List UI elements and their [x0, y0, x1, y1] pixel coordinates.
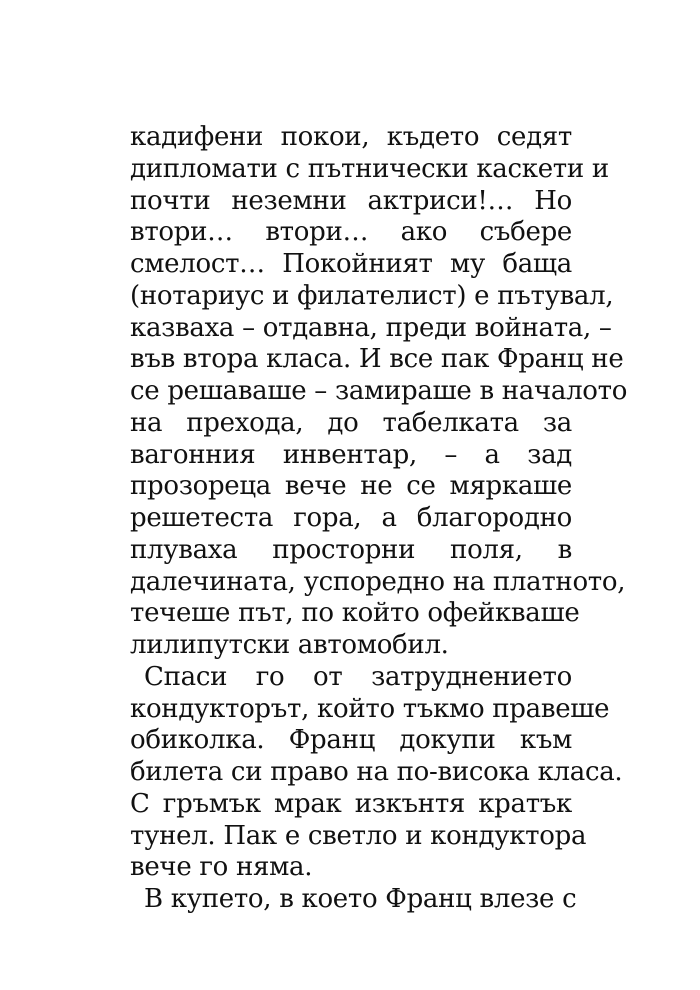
body-text — [130, 122, 628, 916]
text-line: течеше път, по който офейкваше — [130, 598, 580, 629]
text-line: Спаси го от затруднението — [144, 661, 572, 692]
text-line: смелост… Покойният му баща — [130, 249, 572, 279]
text-line: С гръмък мрак изкънтя кратък — [130, 788, 572, 819]
text-line: кондукторът, който тъкмо правеше — [130, 693, 610, 724]
paragraph — [130, 122, 628, 662]
text-line: втори… втори… ако събере — [130, 217, 572, 248]
text-line: във втора класа. И все пак Франц не — [130, 344, 624, 375]
text-line: В купето, в което Франц влезе с — [144, 884, 577, 914]
text-line: билета си право на по-висока класа. — [130, 757, 623, 787]
paragraph — [130, 661, 623, 884]
text-line: почти неземни актриси!… Но — [130, 185, 572, 216]
text-line: тунел. Пак е светло и кондуктора — [130, 820, 587, 851]
text-line: прозореца вече не се мяркаше — [130, 471, 572, 502]
text-line: решетеста гора, а благородно — [130, 503, 572, 533]
text-line: на прехода, до табелката за — [130, 407, 572, 438]
text-line: дипломати с пътнически каскети и — [130, 153, 609, 184]
text-line: кадифени покои, където седят — [130, 122, 572, 152]
text-line: лилипутски автомобил. — [130, 630, 449, 660]
paragraph — [130, 884, 577, 916]
text-line: вече го няма. — [130, 852, 313, 883]
text-line: обиколка. Франц докупи към — [130, 725, 572, 756]
text-line: плуваха просторни поля, в — [130, 534, 572, 565]
text-line: вагонния инвентар, – а зад — [130, 439, 572, 470]
text-line: (нотариус и филателист) е пътувал, — [130, 280, 614, 311]
text-line: казваха – отдавна, преди войната, – — [130, 312, 612, 343]
text-line: далечината, успоредно на платното, — [130, 566, 626, 597]
text-line: се решаваше – замираше в началото — [130, 376, 628, 406]
